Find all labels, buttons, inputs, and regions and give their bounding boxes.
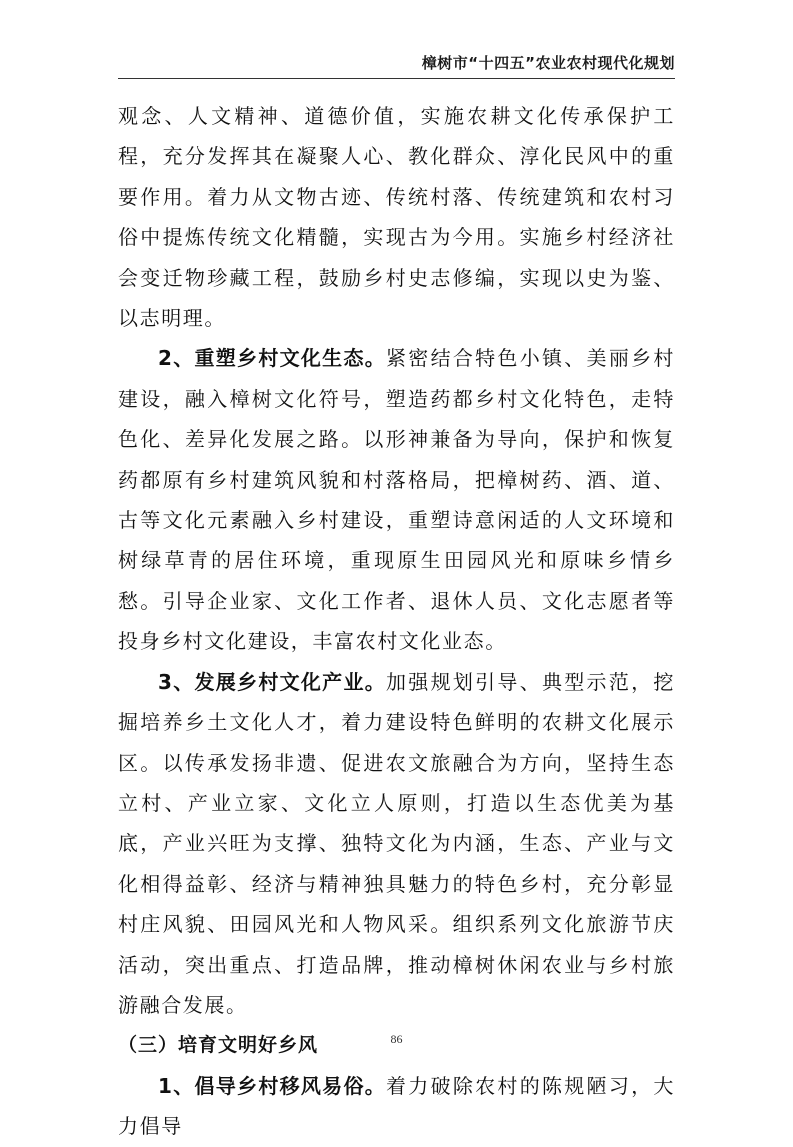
paragraph-continued <box>118 96 675 338</box>
header-divider <box>118 78 675 79</box>
paragraph-text: 加强规划引导、典型示范，挖掘培养乡土文化人才，着力建设特色鲜明的农耕文化展示区。以传承发扬非遗、促进农文旅融合为方向，坚持生态立村、产业立家、文化立人原则，打造以生态优美为基底，产业兴旺为支撑、独特文化为内涵，生态、产业与文化相得益彰、经济与精神独具魅力的特色乡村，充分彰显村庄风貌、田园风光和人物风采。组织系列文化旅游节庆活动，突出重点、打造品牌，推动樟树休闲农业与乡村旅游融合发展。 <box>118 669 675 1017</box>
page-number: 86 <box>390 1032 403 1046</box>
paragraph-text: 观念、人文精神、道德价值，实施农耕文化传承保护工程，充分发挥其在凝聚人心、教化群众、淳化民风中的重要作用。着力从文物古迹、传统村落、传统建筑和农村习俗中提炼传统文化精髓，实现古为今用。实施乡村经济社会变迁物珍藏工程，鼓励乡村史志修编，实现以史为鉴、以志明理。 <box>118 104 675 331</box>
paragraph-lead: 3、发展乡村文化产业。 <box>158 669 387 694</box>
document-body <box>118 96 675 1147</box>
paragraph-customs-reform <box>118 1066 675 1147</box>
paragraph-text: 紧密结合特色小镇、美丽乡村建设，融入樟树文化符号，塑造药都乡村文化特色，走特色化、差异化发展之路。以形神兼备为导向，保护和恢复药都原有乡村建筑风貌和村落格局，把樟树药、酒、道、古等文化元素融入乡村建设，重塑诗意闲适的人文环境和树绿草青的居住环境，重现原生田园风光和原味乡情乡愁。引导企业家、文化工作者、退休人员、文化志愿者等投身乡村文化建设，丰富农村文化业态。 <box>118 346 675 654</box>
running-header-title: 樟树市“十四五”农业农村现代化规划 <box>421 54 675 72</box>
paragraph-rural-culture-industry <box>118 662 675 1026</box>
paragraph-lead: 2、重塑乡村文化生态。 <box>158 346 387 371</box>
section-heading: （三）培育文明好乡风 <box>118 1034 319 1057</box>
paragraph-text: 着力破除农村的陈规陋习，大力倡导 <box>118 1073 675 1139</box>
paragraph-lead: 1、倡导乡村移风易俗。 <box>158 1073 387 1098</box>
paragraph-rural-culture-ecology <box>118 338 675 661</box>
